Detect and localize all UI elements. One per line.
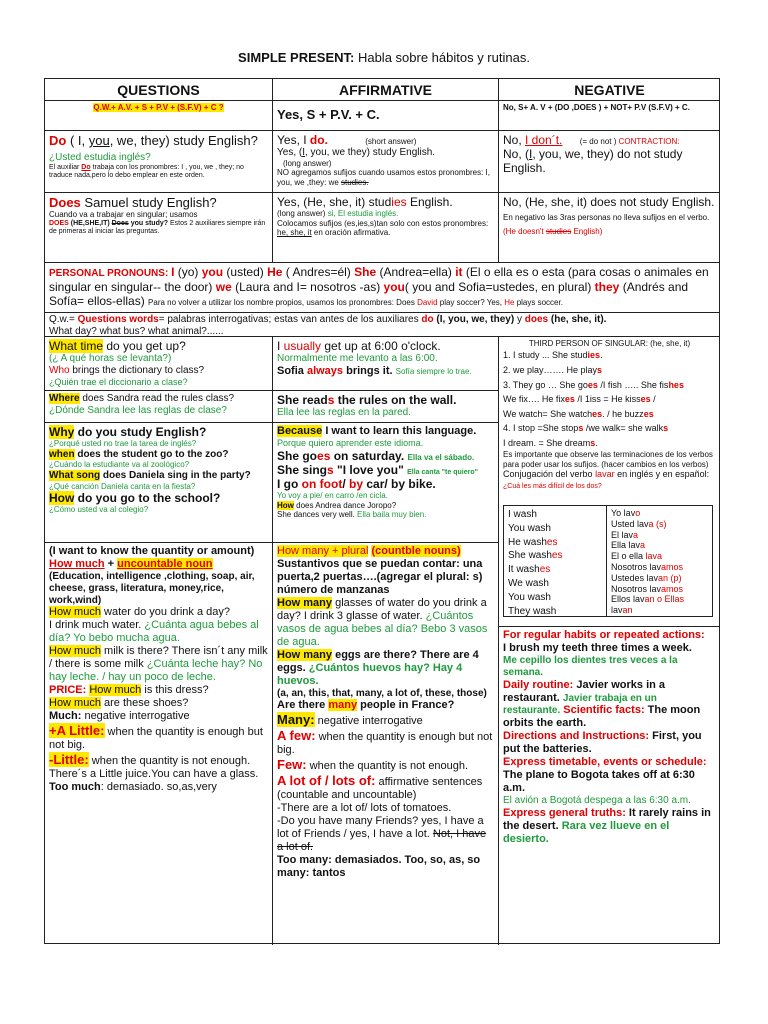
conjugation-ending: an bbox=[622, 605, 633, 616]
conjugation-row bbox=[611, 508, 710, 519]
conjugation-ending: amos bbox=[661, 583, 684, 594]
third-person-line bbox=[503, 436, 716, 451]
personal-pronouns-cell: PERSONAL PRONOUNS: I (yo) you (usted) He ( Andres=él) She (Andrea=ella) it (El o ella es o esta (para cosas o animales en singular en singular-- the door) we (Laura and I= nosotros -as) you( you and Sofia=ustedes, en plural) they (Andrés and Sofía= ellos-ellas) Para no volver a utilizar los nombre propios, usamos los pronombres: Does David play soccer? Yes, He plays soccer. bbox=[45, 263, 720, 313]
does-negative-cell: No, (He, she, it) does not study English. En negativo las 3ras personas no lleva sufijos en el verbo. (He doesn't studies English) bbox=[499, 193, 720, 263]
what-time-question-cell: What time do you get up? (¿ A qué horas se levanta?) Who brings the dictionary to class? ¿Quién trae el diccionario a clase? bbox=[45, 337, 273, 391]
conjugation-stem: lav bbox=[611, 605, 623, 616]
third-person-segment: . bbox=[600, 350, 603, 361]
quantity-question-cell: (I want to know the quantity or amount) How much + uncountable noun (Education, intelligence ,clothing, soap, air, cheese, grass, literatura, money,rice, work,wind) How much water do you drink a day? I drink much water. ¿Cuánta agua bebes al día? Yo bebo mucha agua. How much milk is there? There isn´t any milk / there is some milk ¿Cuánta leche hay? No hay leche. / hay un poco de leche. PRICE: How much is this dress? How much are these shoes? Much: negative interrogative +A Little: when the quantity is enough but not big. -Little: when the quantity is not enough. There´s a Little juice.You can have a glass. Too much: demasiado. so,as,very bbox=[45, 543, 273, 945]
third-person-segment: . bbox=[595, 437, 598, 448]
third-person-line bbox=[503, 421, 716, 436]
why-affirmative-cell: Because I want to learn this language. Porque quiero aprender este idioma. She goes on saturday. Ella va el sábado. She sings "I love you" Ella canta "te quiero" I go on foot/ by car/ by bike. Yo voy a pie/ en carro /en cicla. How does Andrea dance Joropo? She dances very well. Ella baila muy bien. bbox=[273, 423, 499, 543]
conjugation-ending: es bbox=[539, 564, 551, 576]
conjugation-stem: El o ella bbox=[611, 551, 646, 562]
conjugation-ending: an o Ellas bbox=[644, 594, 685, 605]
third-person-segment: . / he buzz bbox=[602, 408, 644, 419]
formula-negative: No, S+ A. V + (DO ,DOES ) + NOT+ P.V (S.F.V) + C. bbox=[499, 101, 720, 131]
conjugation-stem: Ellos lav bbox=[611, 594, 645, 605]
does-question-cell: Does Samuel study English? Cuando va a trabajar en singular; usamos DOES (HE,SHE,IT) Does you study? Estos 2 auxiliares siempre irán de primeras al iniciar las preguntas. bbox=[45, 193, 273, 263]
conjugation-row bbox=[611, 584, 710, 595]
conjugation-stem: Nosotros lav bbox=[611, 583, 662, 594]
third-person-segment: I dream. = She dream bbox=[503, 437, 591, 448]
conjugation-row bbox=[508, 522, 602, 536]
conjugation-stem: Ustedes lav bbox=[611, 572, 659, 583]
does-affirmative-cell: Yes, (He, she, it) studies English. (long answer) si, El estudia inglés. Colocamos sufijos (es,ies,s)tan solo con estos pronombres: he, she, it en oración afirmativa. bbox=[273, 193, 499, 263]
third-person-line bbox=[503, 407, 716, 422]
conjugation-row bbox=[611, 530, 710, 541]
quantity-affirmative-cell: How many + plural (countble nouns) Sustantivos que se puedan contar: una puerta,2 puertas….(agregar el plural: s) número de manzanas How many glasses of water do you drink a day? I drink 3 glasse of water. ¿Cuántos vasos de agua bebes al día? Bebo 3 vasos de agua. How many eggs are there? There are 4 eggs. ¿Cuántos huevos hay? Hay 4 huevos. (a, an, this, that, many, a lot of, these, those) Are there many people in France? Many: negative interrogative A few: when the quantity is enough but not big. Few: when the quantity is not enough. A lot of / lots of: affirmative sentences (countable and uncountable) -There are a lot of/ lots of tomatoes. -Do you have many Friends? yes, I have a lot of Friends / yes, I have a lot. Not, I have a lot of. Too many: demasiados. Too, so, as, so many: tantos bbox=[273, 543, 499, 945]
conjugation-stem: Yo lav bbox=[611, 508, 636, 518]
conjugation-row bbox=[508, 577, 602, 591]
grammar-table bbox=[44, 78, 720, 944]
conjugation-row bbox=[508, 549, 602, 563]
third-person-segment: 2. we play……. He play bbox=[503, 365, 598, 376]
third-person-segment: /I fish ….. She fis bbox=[597, 379, 669, 390]
conjugation-row bbox=[508, 605, 602, 619]
document-title: SIMPLE PRESENT: Habla sobre hábitos y rutinas. bbox=[238, 50, 530, 65]
third-person-segment: We fix…. He fix bbox=[503, 394, 565, 405]
conjugation-stem: It wash bbox=[508, 564, 540, 576]
conjugation-row bbox=[611, 594, 710, 605]
conjugation-ending: lava bbox=[645, 551, 663, 562]
conjugation-row bbox=[611, 551, 710, 562]
conjugation-stem: She wash bbox=[508, 550, 552, 562]
why-question-cell: Why do you study English? ¿Porqué usted no trae la tarea de inglés? when does the student go to the zoo? ¿Cuándo la estudiante va al zoológico? What song does Daniela sing in the party? ¿Qué canción Daniela canta en la fiesta? How do you go to the school? ¿Cómo usted va al colegio? bbox=[45, 423, 273, 543]
third-person-segment: s bbox=[590, 437, 596, 448]
conjugation-stem: You wash bbox=[508, 522, 551, 534]
third-person-segment: es bbox=[587, 379, 598, 390]
conjugation-stem: Nosotros lav bbox=[611, 561, 662, 572]
formula-affirmative: Yes, S + P.V. + C. bbox=[273, 101, 499, 131]
third-person-line bbox=[503, 378, 716, 393]
conjugation-ending: a (s) bbox=[648, 518, 667, 529]
conjugation-row bbox=[508, 536, 602, 550]
conjugation-stem: You wash bbox=[508, 591, 551, 603]
third-person-cell: THIRD PERSON OF SINGULAR: (he, she, it) 1. I study ... She studies. 2. we play……. He plays 3. They go … She goes /I fish ….. She fishes We fix…. He fixes /I 1iss = He kisses / We watch= She watches. / he buzzes 4. I stop =She stops /we walk= she walks I dream. = She dreams. Es importante que observe las terminaciones de los verbos para poder usar los sufijos. (hacer cambios en los verbos) Conjugación del verbo lavar en inglés y en español: ¿Cuá les más difícil de los dos? bbox=[499, 337, 720, 627]
conjugation-ending: es bbox=[546, 536, 558, 548]
third-person-segment: We watch= She watch bbox=[503, 408, 593, 419]
third-person-line bbox=[503, 348, 716, 363]
question-words-cell: Q.w.= Questions words= palabras interrogativas; estas van antes de los auxiliares do (I, you, we, they) y does (he, she, it). What day? what bus? what animal?...... bbox=[45, 313, 720, 337]
third-person-segment: s bbox=[597, 365, 603, 376]
third-person-segment: /I 1iss = He kiss bbox=[574, 394, 641, 405]
conjugation-row bbox=[508, 508, 602, 522]
conjugation-stem: Usted lav bbox=[611, 518, 649, 529]
conjugation-ending: o bbox=[635, 508, 641, 518]
third-person-segment: 3. They go … She go bbox=[503, 379, 588, 390]
third-person-segment: es bbox=[643, 408, 654, 419]
conjugation-ending: an (p) bbox=[658, 572, 682, 583]
header-affirmative: AFFIRMATIVE bbox=[273, 79, 499, 101]
conjugation-row bbox=[611, 605, 710, 616]
conjugation-row bbox=[611, 562, 710, 573]
third-person-segment: ies bbox=[587, 350, 601, 361]
third-person-segment: es bbox=[564, 394, 575, 405]
conjugation-stem: We wash bbox=[508, 577, 549, 589]
conjugation-row bbox=[611, 519, 710, 530]
conjugation-stem: Ella lav bbox=[611, 540, 641, 551]
third-person-segment: es bbox=[592, 408, 603, 419]
do-question-cell: Do ( I, you, we, they) study English? ¿Usted estudia inglés? El auxiliar Do trabaja con los pronombres: I , you, we , they; no traduce nada,pero lo debo emplear en este orden. bbox=[45, 131, 273, 193]
conjugation-row bbox=[508, 563, 602, 577]
header-negative: NEGATIVE bbox=[499, 79, 720, 101]
conjugation-stem: El lav bbox=[611, 529, 634, 540]
formula-questions: Q.W.+ A.V. + S + P.V + (S.F.V) + C ? bbox=[45, 101, 273, 131]
where-question-cell: Where does Sandra read the rules class? ¿Dónde Sandra lee las reglas de clase? bbox=[45, 391, 273, 423]
conjugation-ending: a bbox=[633, 529, 639, 540]
third-person-segment: es bbox=[640, 394, 651, 405]
conjugation-ending: es bbox=[551, 550, 563, 562]
third-person-segment: hes bbox=[668, 379, 684, 390]
conjugation-row bbox=[611, 540, 710, 551]
conjugation-table bbox=[503, 505, 713, 617]
uses-cell: For regular habits or repeated actions: I brush my teeth three times a week. Me cepillo los dientes tres veces a la semana. Daily routine: Javier works in a restaurant. Javier trabaja en un restaurante. Scientific facts: The moon orbits the earth. Directions and Instructions: First, you put the batteries. Express timetable, events or schedule: The plane to Bogota takes off at 6:30 a.m. El avión a Bogotá despega a las 6:30 a.m. Express general truths: It rarely rains in the desert. Rara vez llueve en el desierto. bbox=[503, 629, 711, 845]
conjugation-english bbox=[504, 506, 607, 616]
third-person-segment: /we walk= she walk bbox=[583, 423, 664, 434]
third-person-segment: 4. I stop =She stop bbox=[503, 423, 579, 434]
conjugation-ending: amos bbox=[661, 561, 684, 572]
third-person-line bbox=[503, 392, 716, 407]
header-questions: QUESTIONS bbox=[45, 79, 273, 101]
where-affirmative-cell: She reads the rules on the wall. Ella lee las reglas en la pared. bbox=[273, 391, 499, 423]
conjugation-ending: a bbox=[640, 540, 646, 551]
do-negative-cell: No, I don´t. (= do not ) CONTRACTION: No, (I, you, we, they) do not study English. bbox=[499, 131, 720, 193]
conjugation-spanish bbox=[607, 506, 714, 616]
third-person-segment: s bbox=[663, 423, 669, 434]
conjugation-stem: They wash bbox=[508, 605, 557, 617]
conjugation-row bbox=[508, 591, 602, 605]
do-affirmative-cell: Yes, I do. (short answer) Yes, (I, you, we they) study English. (long answer) NO agregamos sufijos cuando usamos estos pronombres: I, you, we ,they: we studies. bbox=[273, 131, 499, 193]
third-person-segment: s bbox=[578, 423, 584, 434]
third-person-segment: 1. I study ... She stud bbox=[503, 350, 588, 361]
third-person-line bbox=[503, 363, 716, 378]
what-time-affirmative-cell: I usually get up at 6:00 o'clock. Normalmente me levanto a las 6:00. Sofia always brings it. Sofía siempre lo trae. bbox=[273, 337, 499, 391]
conjugation-stem: He wash bbox=[508, 536, 547, 548]
third-person-segment: / bbox=[650, 394, 656, 405]
conjugation-stem: I wash bbox=[508, 509, 537, 520]
conjugation-row bbox=[611, 573, 710, 584]
